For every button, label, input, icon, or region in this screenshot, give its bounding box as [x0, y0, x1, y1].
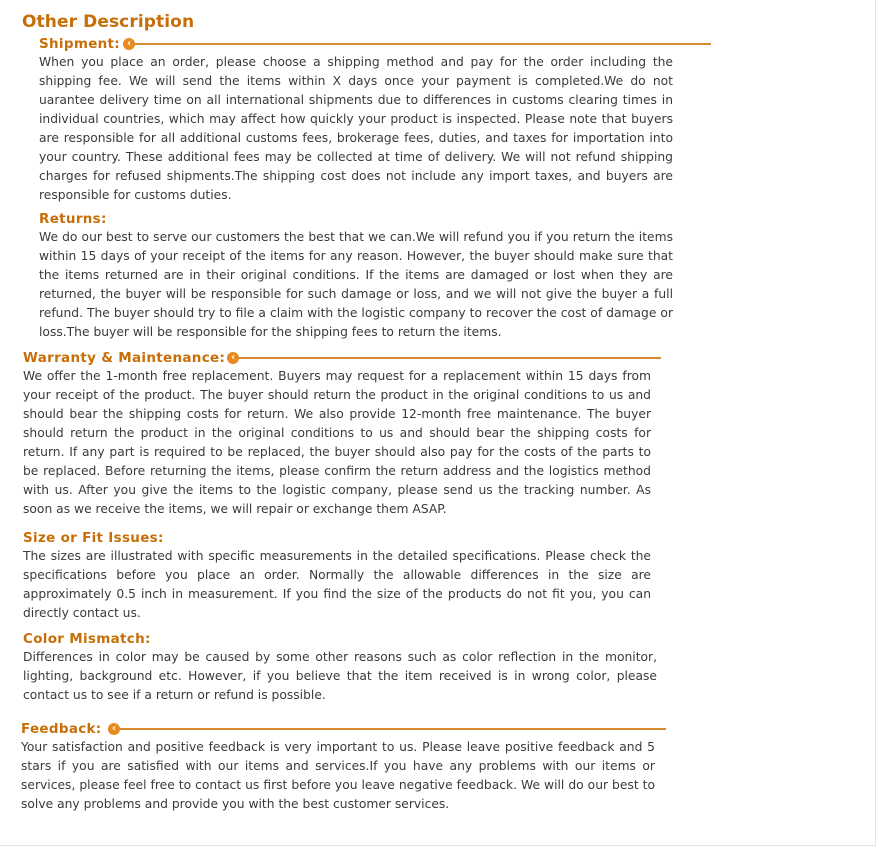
- divider-line: [238, 357, 661, 359]
- section-feedback: [21, 720, 655, 814]
- section-heading-row: [23, 349, 651, 367]
- page-title: Other Description: [22, 12, 195, 32]
- section-heading-row: [21, 720, 655, 738]
- chevron-left-circle-icon: ‹: [123, 38, 135, 50]
- section-shipment: [39, 35, 673, 205]
- section-heading-row: [39, 35, 673, 53]
- section-warranty: [23, 349, 651, 519]
- section-heading-shipment: Shipment:: [39, 36, 121, 52]
- section-heading-row: [23, 529, 651, 547]
- heading-rule: [227, 349, 661, 367]
- section-body-shipment: When you place an order, please choose a shipping method and pay for the order including the shipping fee. We will send the items within X days once your payment is completed.We do not uarantee delivery time on all international shipments due to differences in customs clearing times in individual countries, which may affect how quickly your product is inspected. Please note that buyers are responsible for all additional customs fees, brokerage fees, duties, and taxes for importation into your country. These additional fees may be collected at time of delivery. We will not refund shipping charges for refused shipments.The shipping cost does not include any import taxes, and buyers are responsible for customs duties.: [39, 55, 673, 202]
- section-returns: [39, 210, 673, 342]
- section-body-warranty: We offer the 1-month free replacement. Buyers may request for a replacement within 15 days from your receipt of the product. The buyer should return the product in the original conditions to us and should bear the shipping costs for return. We also provide 12-month free maintenance. The buyer should return the product in the original conditions to us and should bear the shipping costs for return. If any part is required to be replaced, the buyer should also pay for the costs of the parts to be replaced. Before returning the items, please confirm the return address and the logistics method with us. After you give the items to the logistic company, please send us the tracking number. As soon as we receive the items, we will repair or exchange them ASAP.: [23, 369, 651, 516]
- section-size-fit: [23, 529, 651, 623]
- section-body-color-mismatch: Differences in color may be caused by some other reasons such as color reflection in the monitor, lighting, background etc. However, if you believe that the item received is in wrong color, please contact us to see if a return or refund is possible.: [23, 650, 657, 702]
- chevron-left-circle-icon: ‹: [227, 352, 239, 364]
- heading-rule: [108, 720, 666, 738]
- section-heading-size-fit: Size or Fit Issues:: [23, 530, 164, 546]
- chevron-left-circle-icon: ‹: [108, 723, 120, 735]
- section-heading-warranty: Warranty & Maintenance:: [23, 350, 226, 366]
- section-heading-feedback: Feedback:: [21, 721, 102, 737]
- section-heading-row: [39, 210, 673, 228]
- heading-rule: [123, 35, 711, 53]
- section-body-returns: We do our best to serve our customers the best that we can.We will refund you if you return the items within 15 days of your receipt of the items for any reason. However, the buyer should make sure that the items returned are in their original conditions. If the items are damaged or lost when they are returned, the buyer will be responsible for such damage or loss, and we will not give the buyer a full refund. The buyer should try to file a claim with the logistic company to recover the cost of damage or loss.The buyer will be responsible for the shipping fees to return the items.: [39, 230, 673, 339]
- section-body-size-fit: The sizes are illustrated with specific measurements in the detailed specifications. Please check the specifications before you place an order. Normally the allowable differences in the size are approximately 0.5 inch in measurement. If you find the size of the products do not fit you, you can directly contact us.: [23, 549, 651, 620]
- section-color-mismatch: [23, 630, 657, 705]
- section-heading-color-mismatch: Color Mismatch:: [23, 631, 151, 647]
- section-heading-returns: Returns:: [39, 211, 107, 227]
- section-body-feedback: Your satisfaction and positive feedback is very important to us. Please leave positive feedback and 5 stars if you are satisfied with our items and services.If you have any problems with our items or services, please feel free to contact us first before you leave negative feedback. We will do our best to solve any problems and provide you with the best customer services.: [21, 740, 655, 811]
- divider-line: [134, 43, 711, 45]
- section-heading-row: [23, 630, 657, 648]
- divider-line: [119, 728, 666, 730]
